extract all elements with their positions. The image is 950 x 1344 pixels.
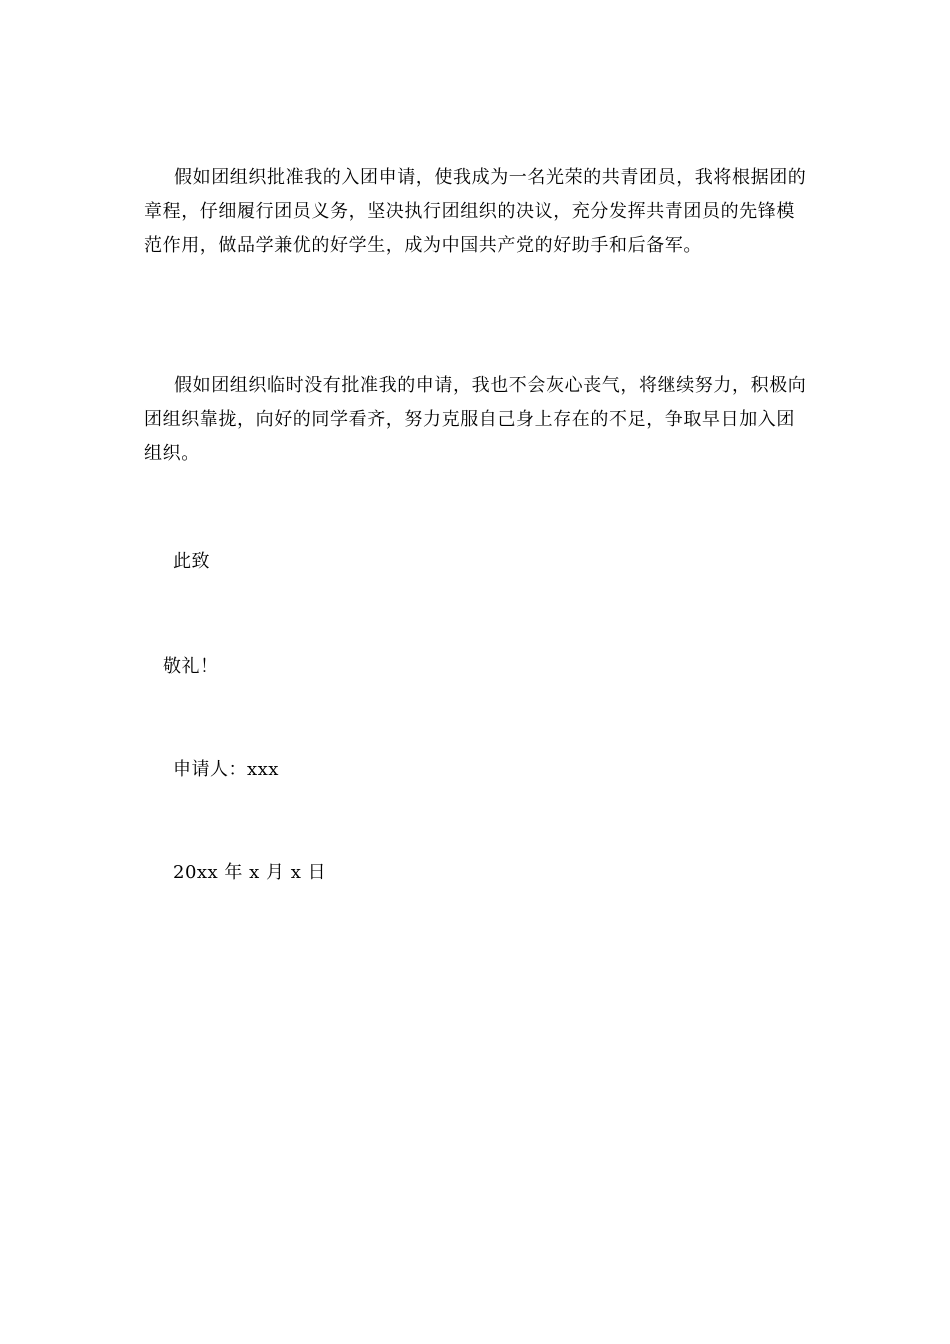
body-paragraph-approval: 假如团组织批准我的入团申请，使我成为一名光荣的共青团员，我将根据团的章程，仔细履行团员义务，坚决执行团组织的决议，充分发挥共青团员的先锋模范作用，做品学兼优的好学生，成为中国共产党的好助手和后备军。 — [144, 167, 807, 256]
signature-date: 20xx 年 x 月 x 日 — [173, 862, 327, 883]
body-paragraph-not-approved: 假如团组织临时没有批准我的申请，我也不会灰心丧气，将继续努力，积极向团组织靠拢，向好的同学看齐，努力克服自己身上存在的不足，争取早日加入团组织。 — [144, 375, 807, 464]
closing-regards: 敬礼！ — [163, 656, 219, 677]
closing-salutation: 此致 — [173, 551, 210, 572]
applicant-signature: 申请人：xxx — [173, 759, 279, 780]
